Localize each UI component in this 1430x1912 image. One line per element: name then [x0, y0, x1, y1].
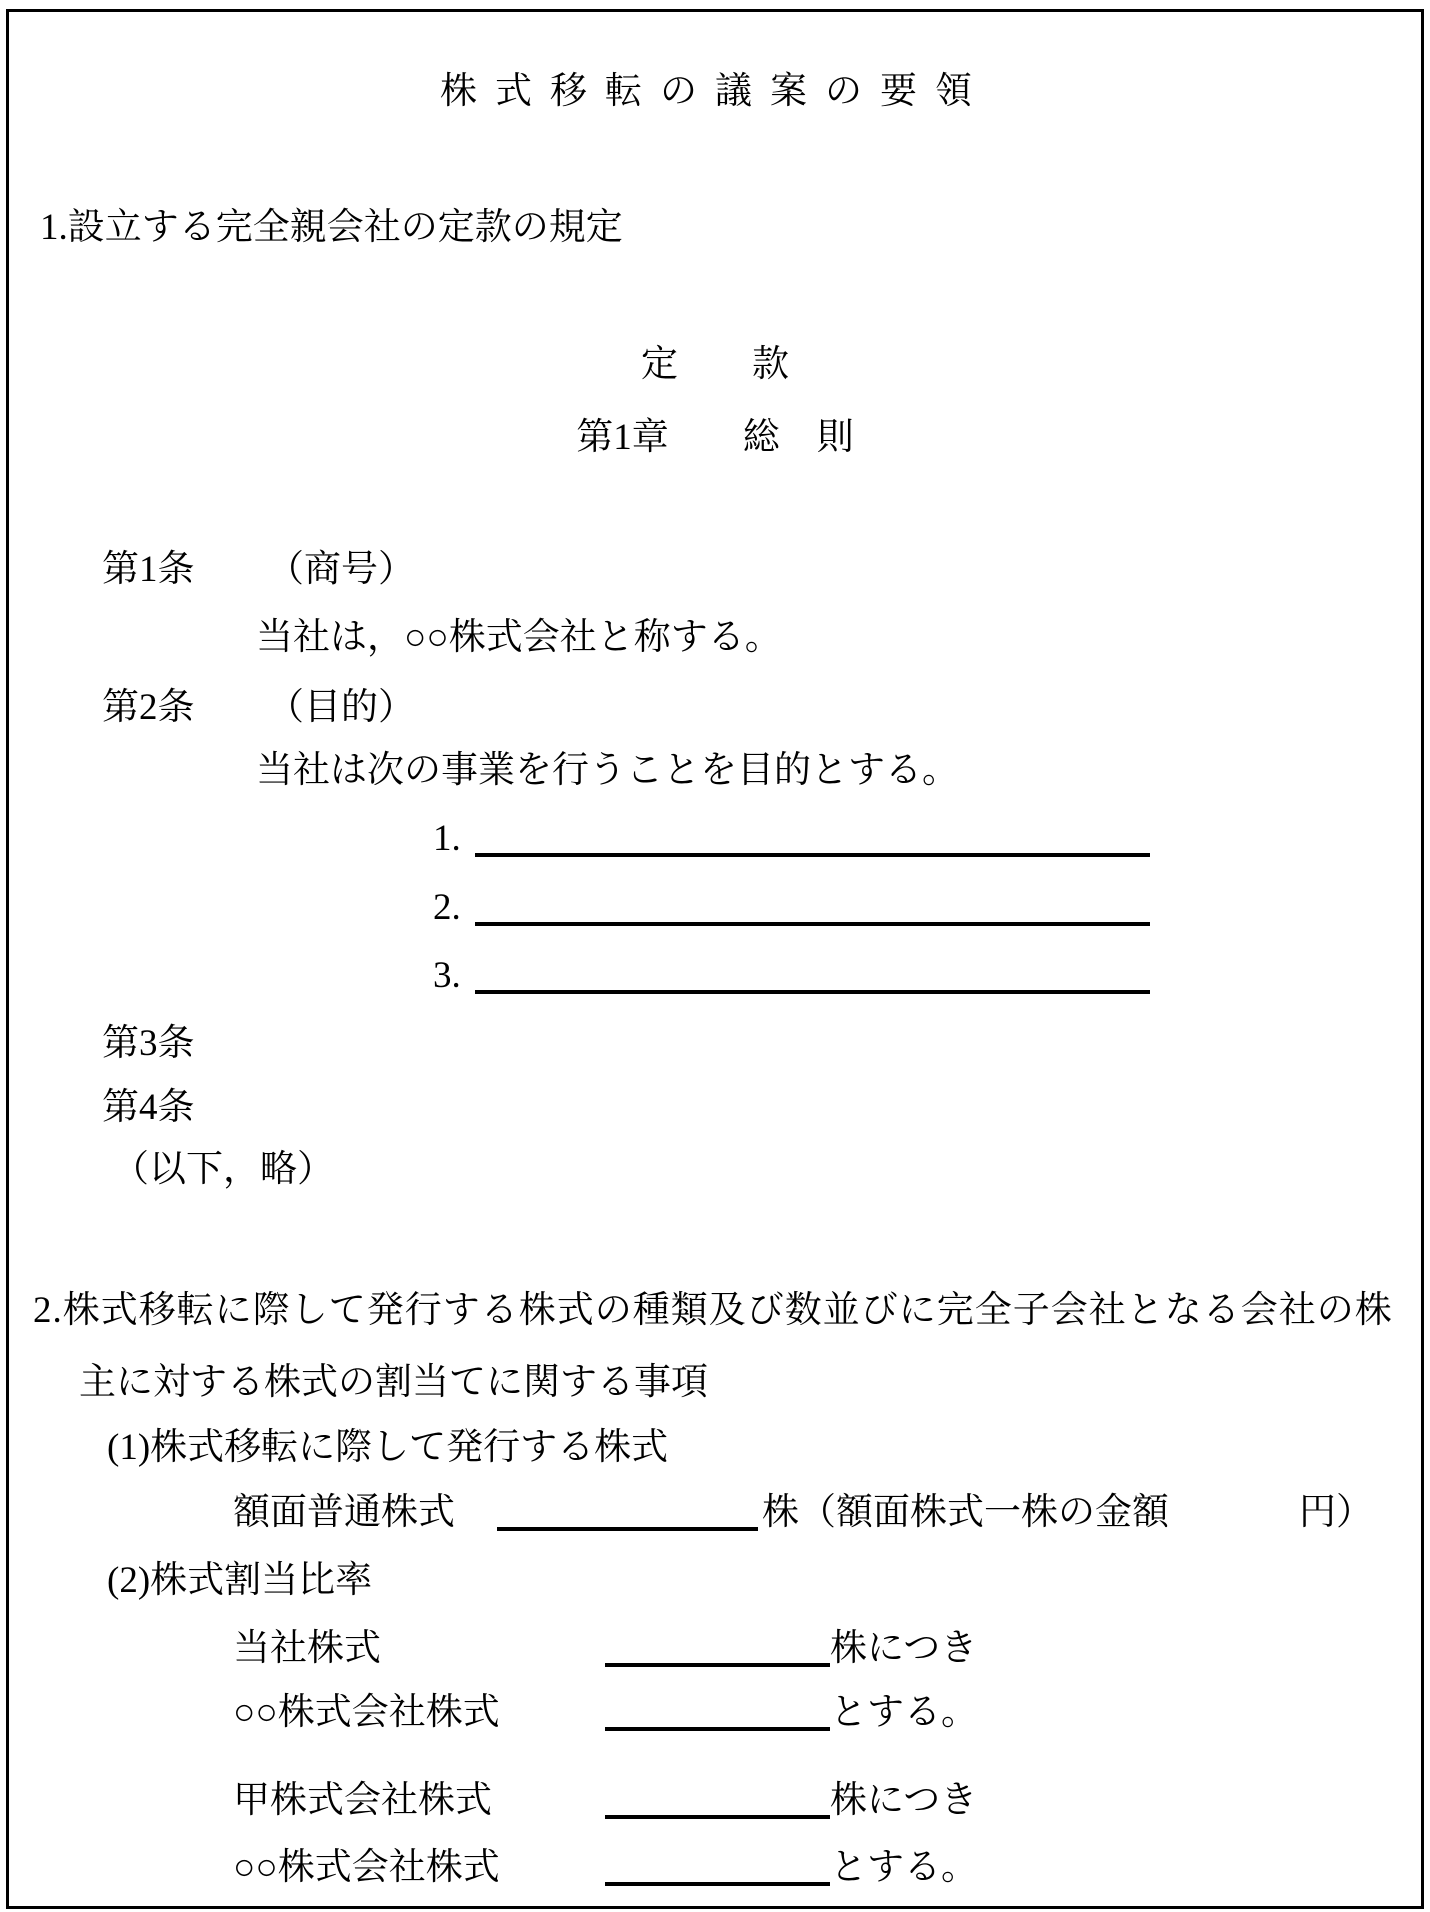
ratio-blank: [605, 1882, 830, 1886]
article1-number: 第1条: [102, 549, 195, 590]
ratio-suffix: とする。: [830, 1692, 978, 1733]
ratio-label: 甲株式会社株式: [233, 1780, 492, 1821]
section1-heading: 1.設立する完全親会社の定款の規定: [40, 207, 623, 248]
article4-label: 第4条: [102, 1087, 195, 1128]
ratio-suffix: とする。: [830, 1847, 978, 1888]
ratio-row: [233, 1849, 978, 1886]
sub2-heading: (2)株式割当比率: [107, 1560, 373, 1601]
ratio-label: ○○株式会社株式: [233, 1692, 500, 1733]
purpose-item-row: [433, 957, 1150, 994]
share-issue-row: [233, 1494, 1373, 1531]
share-issue-label: 額面普通株式: [233, 1492, 455, 1533]
purpose-item-number: 3.: [433, 955, 461, 996]
article3-label: 第3条: [102, 1023, 195, 1064]
ratio-blank: [605, 1815, 830, 1819]
article2-row: [102, 689, 415, 726]
article2-caption: （目的）: [267, 687, 415, 728]
share-count-blank: [497, 1527, 758, 1531]
ratio-row: [233, 1694, 978, 1731]
purpose-item-row: [433, 820, 1150, 857]
article1-caption: （商号）: [267, 549, 415, 590]
section2-heading-line2: 主に対する株式の割当てに関する事項: [79, 1362, 708, 1403]
purpose-item-blank: [475, 922, 1150, 926]
ratio-row: [233, 1630, 977, 1667]
ratio-suffix: 株につき: [830, 1780, 978, 1821]
purpose-item-row: [433, 889, 1150, 926]
ratio-row: [233, 1782, 977, 1819]
purpose-item-number: 2.: [433, 887, 461, 928]
ratio-label: ○○株式会社株式: [233, 1847, 500, 1888]
sub1-heading: (1)株式移転に際して発行する株式: [107, 1427, 669, 1468]
teikan-title: 定 款: [641, 344, 789, 385]
abbreviation-note: （以下，略）: [112, 1149, 334, 1190]
chapter-heading: 第1章 総 則: [576, 417, 854, 458]
ratio-label: 当社株式: [233, 1628, 381, 1669]
ratio-blank: [605, 1727, 830, 1731]
purpose-item-number: 1.: [433, 818, 461, 859]
ratio-suffix: 株につき: [830, 1628, 978, 1669]
article2-body: 当社は次の事業を行うことを目的とする。: [256, 750, 959, 791]
article1-row: [102, 551, 415, 588]
share-issue-after-blank: 株（額面株式一株の金額: [762, 1492, 1169, 1533]
purpose-item-blank: [475, 853, 1150, 857]
article1-body: 当社は，○○株式会社と称する。: [256, 617, 782, 658]
document-title: 株式移転の議案の要領: [440, 71, 990, 112]
ratio-blank: [605, 1663, 830, 1667]
section2-heading-line1: 2.株式移転に際して発行する株式の種類及び数並びに完全子会社となる会社の株: [33, 1290, 1393, 1331]
article2-number: 第2条: [102, 687, 195, 728]
purpose-item-blank: [475, 990, 1150, 994]
par-value-unit: 円）: [1299, 1492, 1373, 1533]
